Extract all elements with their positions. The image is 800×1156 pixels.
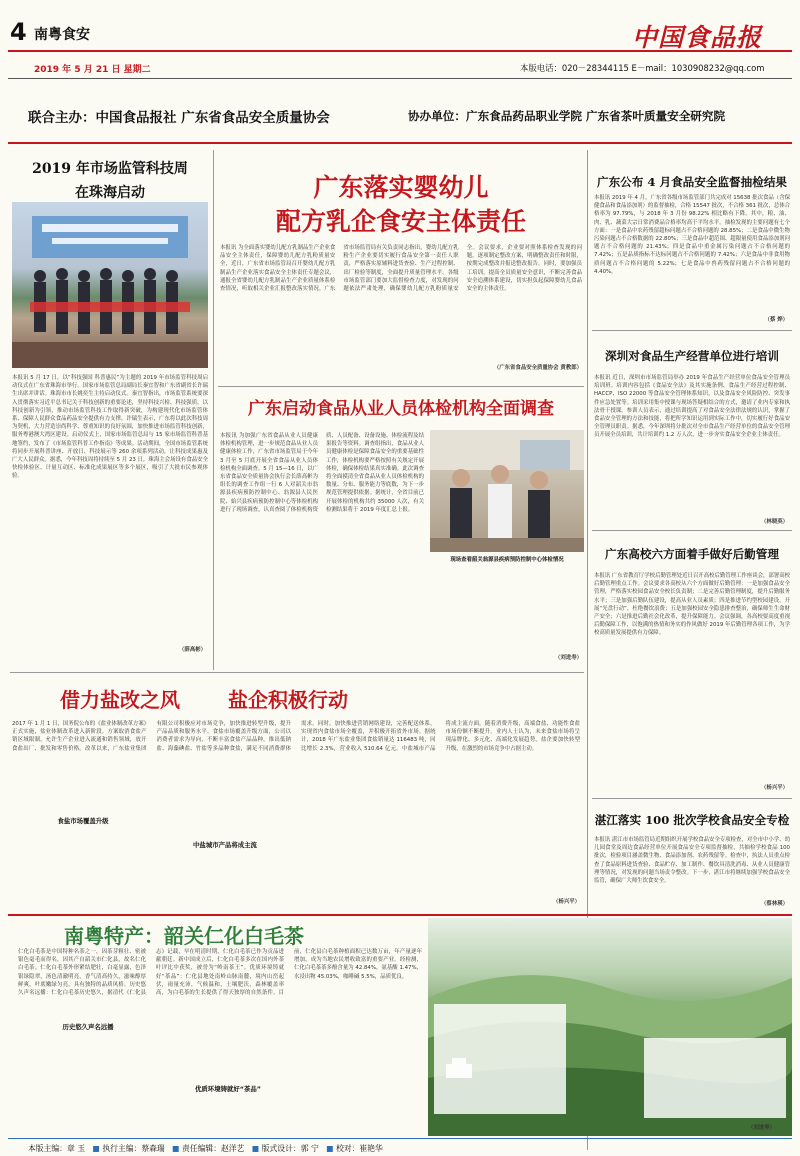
credit-layout-label: 版式设计： (261, 1144, 301, 1153)
article-body: 本报讯 近日，深圳市市场监管局举办 2019 年食品生产经营单位食品安全管理员培训班。培训内容包括《食品安全法》及其实施条例、食品生产经营过程控制、HACCP、ISO 22000 等食品安全管理体系知识，以及食品安全风险防控、突发事件应急处置等。培训采用集中授课与现场答疑相结合的方式，邀请了业内专家和执法骨干授课。参训人员表示，通过培训提高了对食品安全法律法规的认识，掌握了食品安全管理的方法和技能，将把所学知识运用到实际工作中，切实履行好食品安全管理员职责。据悉，今年深圳将分批次对全市食品生产经营单位的食品安全管理员开展全员培训，共计培训约 1.2 万人次，进一步夯实食品安全企业主体责任。 (594, 375, 790, 439)
credit-editor: 章 玉 (66, 1144, 86, 1153)
main-organizers: 联合主办：中国食品报社 广东省食品安全质量协会 (28, 110, 330, 126)
page-number: 4 (10, 18, 27, 46)
organizers-band (8, 92, 792, 140)
survey-photo (430, 430, 584, 552)
article-title: 广东公布 4 月食品安全监督抽检结果 (596, 175, 788, 189)
article-title: 广东落实婴幼儿 (313, 173, 489, 202)
tea-caption-box (434, 1004, 566, 1114)
article-infant-formula (218, 150, 584, 382)
article-author: （林晓英） (761, 519, 788, 525)
tea-section-rule (8, 914, 792, 916)
article-title: 在珠海启动 (75, 185, 145, 201)
article-body: 本报讯 湛江市市场监管局近期组织开展学校食品安全专项检查，对全市中小学、幼儿园食堂及周边食品经营单位开展食品安全专项监督抽检，共抽检学校食品 100 批次，检验项目涵盖微生物、食品添加剂、农药残留等。检查中，执法人员重点检查了食品原料进货查验、食品贮存、加工制作、餐饮具清洗消毒、从业人员健康管理等情况，对发现的问题当场责令整改。下一步，湛江市将继续加强学校食品安全监管，确保广大师生饮食安全。 (594, 837, 790, 885)
article-author: （蔡林瑛） (761, 901, 788, 907)
newspaper-logo: 中国食品报 (632, 23, 763, 52)
subheading: 优质环境铸就好“茶品” (168, 1084, 288, 1093)
credit-layout: 郭 宁 (300, 1144, 319, 1153)
section-name: 南粤食安 (34, 27, 90, 43)
article-body: 仁化白毛茶是中国特种名茶之一，因茶芽粗壮、密被银色毫毛而得名，因其产自韶关市仁化县，故名仁化白毛茶。仁化白毛茶外形紧结肥壮，白毫显露，色泽银绿隐翠，汤色清澈明亮，香气清高持久，滋味醇厚鲜爽，叶底嫩绿匀亮，具有独特的品质风格。历史悠久声名远播：仁化白毛茶历史悠久，据清代《仁化县志》记载，早在明清时期，仁化白毛茶已作为贡品进献朝廷。新中国成立后，仁化白毛茶多次在国内外茶叶评比中获奖，被誉为“岭南茶王”。优质环境铸就好“茶品”：仁化县地处南岭山脉南麓，境内山峦起伏，雨量充沛，气候温和，土壤肥沃，森林覆盖率高，为白毛茶的生长提供了得天独厚的自然条件。目前，仁化县白毛茶种植面积已达数万亩，年产量逐年增加，成为当地农民增收致富的重要产业。经检测，仁化白毛茶茶多酚含量为 42.84%，氨基酸 1.47%，水浸出物 45.03%，咖啡碱 5.5%，品质优良。 (18, 949, 422, 997)
article-shenzhen-training (592, 334, 792, 528)
header-bottom-rule (8, 78, 792, 79)
credit-exec: 蔡森瑞 (141, 1144, 165, 1153)
row-divider (218, 386, 584, 387)
credit-exec-label: 执行主编： (102, 1144, 142, 1153)
credits-bar: 本版主编：章 玉 ■ 执行主编：蔡森瑞 ■ 责任编辑：赵洋艺 ■ 版式设计：郭 宁 ■ 校对：崔艳华 (8, 1138, 792, 1154)
article-body-continued (430, 570, 584, 650)
article-title: 南粤特产：韶关仁化白毛茶 (64, 924, 304, 948)
credit-proof: 崔艳华 (359, 1144, 383, 1153)
article-author: （刘进寿） (748, 1125, 775, 1131)
credit-resp: 赵洋艺 (221, 1144, 245, 1153)
article-author: （蔡 烨） (764, 317, 788, 323)
event-photo (12, 202, 208, 368)
row-divider (10, 672, 584, 673)
masthead (0, 0, 800, 84)
article-title: 深圳对食品生产经营单位进行培训 (605, 349, 779, 363)
article-body: 本报讯 广东省教育厅学校后勤管理处近日召开高校后勤管理工作座谈会，部署高校后勤管理重点工作。会议要求各高校从六个方面做好后勤管理：一是加强食品安全管理，严格落实校园食品安全校长负责制；二是完善后勤管理制度，提升后勤服务水平；三是加强后勤队伍建设，提高从业人员素质；四是推进节约型校园建设，开展“光盘行动”，杜绝餐饮浪费；五是加强校园安全隐患排查整治，确保师生生命财产安全；六是推进后勤社会化改革，提升保障能力。会议强调，各高校要高度重视后勤保障工作，以饱满的热情和务实的作风做好 2019 年后勤管理各项工作，为学校高质量发展提供有力保障。 (594, 573, 790, 637)
article-author: （杨兴平） (553, 899, 580, 905)
article-author: （广东省食品安全质量协会 黄教郎） (493, 365, 582, 371)
article-title: 配方乳企食安主体责任 (275, 207, 526, 236)
photo-caption: 现场查看韶关翁源县疾病预防控制中心体检情况 (450, 557, 564, 563)
article-author: （薛高彬） (179, 647, 206, 653)
issue-date: 2019 年 5 月 21 日 星期二 (34, 65, 151, 75)
row-divider (592, 798, 792, 799)
article-body: 本报讯 5 月 17 日，以“科技强国 科普惠民”为主题的 2019 年市场监管科技周启动仪式在广东省珠海市举行。国家市场监管总局副局长秦宜智和广东省副省长许瑞生出席并讲话。珠海市市长姚奕生主持启动仪式。秦宜智指出，市场监管系统要深入贯彻落实习近平总书记关于科技创新的重要论述，坚持科技兴检、科技强质，以科技创新为引领，推动市场监管科技工作取得新突破，为构建现代化市场监管体系、保障人民群众食品药品安全提供有力支撑。许瑞生表示，广东将以此次科技周为契机，大力营造崇尚科学、尊重知识的良好氛围，加快推进市场监管科技创新，服务粤港澳大湾区建设。启动仪式上，国家市场监管总局与 15 家市场监管科普基地签约，发布了《市场监管科普工作指南》等成果。活动期间，全国市场监管系统将同步开展科普讲座、开放日、科技展示等 260 余项系列活动，让科技成果惠及广大人民群众。据悉，今年科技周将持续至 5 月 23 日，珠海主会场设有食品安全快检体验区、计量互动区、标准化成果展区等多个展区，吸引了大批市民参观体验。 (12, 375, 208, 480)
article-body: 2017 年 1 月 1 日，国务院公布的《盐业体制改革方案》正式实施，盐业体制改革进入新阶段。方案取消食盐产销区域限制，允许生产企业进入流通和销售领域，放开食盐出厂、批发和零售价格。改革以来，广东盐业集团有限公司积极应对市场竞争，加快推进转型升级，提升产品品质和服务水平。食盐市场覆盖升级方面，公司以消费者需求为导向，不断丰富食盐产品品种，推出低钠盐、海藻碘盐、竹盐等多品种食盐，满足不同消费群体需求。同时，加快推进营销网络建设，完善配送体系，实现省内食盐市场全覆盖，并积极开拓省外市场。据统计，2018 年广东盐业集团食盐销量达 116483 吨，同比增长 2.3%，营业收入 510.64 亿元。中盐城市产品将成主流方面，随着消费升级，高端食盐、功能性食盐市场份额不断提升。业内人士认为，未来食盐市场将呈现品牌化、多元化、高端化发展趋势，盐企要加快转型升级，在激烈的市场竞争中占据主动。 (12, 721, 580, 752)
article-title: 广东启动食品从业人员体检机构全面调查 (248, 399, 554, 419)
row-divider (592, 530, 792, 531)
credit-editor-label: 本版主编： (28, 1144, 67, 1153)
article-body: 本报讯 2019 年 4 月，广东省各级市场监管部门共完成对 15638 批次食品（含保健食品和食品添加剂）的监督抽检，合格 15547 批次，不合格 361 批次，总体合格率为 97.79%，与 2018 年 3 月份 98.22% 相比略有下降。其中，粮、油、肉、乳、蔬菜大宗日常消费品合格率均高于平均水平。抽检发现的主要问题有七个方面：一是食品中农药残留超标问题占不合格问题的 28.85%；二是食品中微生物污染问题占不合格数据的 22.80%；三是食品中超范围、超限量使用食品添加剂问题占不合格问题的 21.43%；四是食品中重金属污染问题占不合格问题的 7.42%；五是品质指标不达标问题占不合格问题的 7.42%；六是食品中非食用物质问题占不合格问题的 5.22%；七是食品中兽药残留问题占不合格问题的 4.40%。 (594, 195, 790, 275)
article-title: 湛江落实 100 批次学校食品安全专检 (594, 813, 790, 827)
contact-info: 本版电话：020－28344115 E－mail：1030908232@qq.com (520, 63, 765, 73)
article-tech-week (10, 150, 210, 660)
subheading: 食盐市场覆盖升级 (20, 816, 146, 825)
credit-resp-label: 责任编辑： (182, 1144, 222, 1153)
article-renhua-tea (8, 918, 792, 1138)
article-author: （刘进寿） (555, 655, 582, 661)
subheading: 历史悠久声名远播 (28, 1022, 148, 1031)
article-zhanjiang-school (592, 802, 792, 910)
co-organizers: 协办单位：广东食品药品职业学院 广东省茶叶质量安全研究院 (408, 109, 726, 123)
subheading: 中盐城市产品将成主流 (160, 840, 290, 849)
article-university-logistics (592, 534, 792, 796)
article-author: （杨兴平） (761, 785, 788, 791)
article-title-right: 盐企积极行动 (228, 688, 348, 712)
column-divider (213, 150, 214, 670)
article-health-exam-survey (218, 390, 584, 670)
article-title-left: 借力盐改之风 (60, 688, 180, 712)
tea-garden-photo (428, 918, 792, 1136)
article-april-inspection (592, 150, 792, 326)
article-body: 本报讯 为全面落实婴幼儿配方乳制品生产企业食品安全主体责任，保障婴幼儿配方乳粉质量安全，近日，广东省市场监管局召开婴幼儿配方乳制品生产企业落实食品安全主体责任专题会议，通报全省婴幼儿配方乳制品生产企业质量体系检查情况，听取相关企业汇报整改落实情况。广东省市场监管局有关负责同志指出，婴幼儿配方乳粉生产企业要切实履行食品安全第一责任人职责，严格落实原辅料进货查验、生产过程控制、出厂检验等制度，全面提升质量管理水平。各级市场监管部门要加大监督检查力度，对发现的问题依法严肃处理，确保婴幼儿配方乳粉质量安全。会议要求，企业要对照体系检查发现的问题，逐项制定整改方案，明确整改责任和时限，按期完成整改并报送整改报告。同时，要加强员工培训，提高全员质量安全意识，不断完善食品安全追溯体系建设，切实担负起保障婴幼儿食品安全的主体责任。 (220, 245, 582, 293)
credit-proof-label: 校对： (336, 1144, 360, 1153)
article-title: 广东高校六方面着手做好后勤管理 (605, 547, 779, 561)
ceremony-illustration (12, 202, 208, 368)
article-body: 本报讯 为加强广东省食品从业人员健康体检机构管理，进一步规范食品从业人员健康体检工作，广东省市场监管局于今年 3 月至 5 月底开展全省食品从业人员体检机构全面调查。5 月 15—16 日，以广东省食品安全质量协会执行会长薛高彬为组长的调查工作组一行 6 人对韶关市翁源县疾病预防控制中心、翁源县人民医院、始兴县疾病预防控制中心等体检机构进行了现场调查，认真查阅了体检机构资质、人员配备、设备设施、体检流程及结果报告等资料。调查组指出，食品从业人员健康体检是保障食品安全的重要基础性工作，体检机构要严格按照有关规定开展体检，确保体检结果真实准确。此次调查将全面摸清全省食品从业人员体检机构的数量、分布、服务能力等底数，为下一步规范管理提供依据。据统计，全省目前已开展体检的机构共约 35000 人次，有关检测结果将于 2019 年度汇总上报。 (220, 433, 424, 513)
article-salt-reform (10, 676, 584, 912)
band-rule (8, 142, 792, 144)
tea-caption-box-right (644, 1038, 786, 1118)
row-divider (592, 330, 792, 331)
article-title: 2019 年市场监管科技周 (32, 161, 188, 177)
survey-illustration (430, 430, 584, 552)
